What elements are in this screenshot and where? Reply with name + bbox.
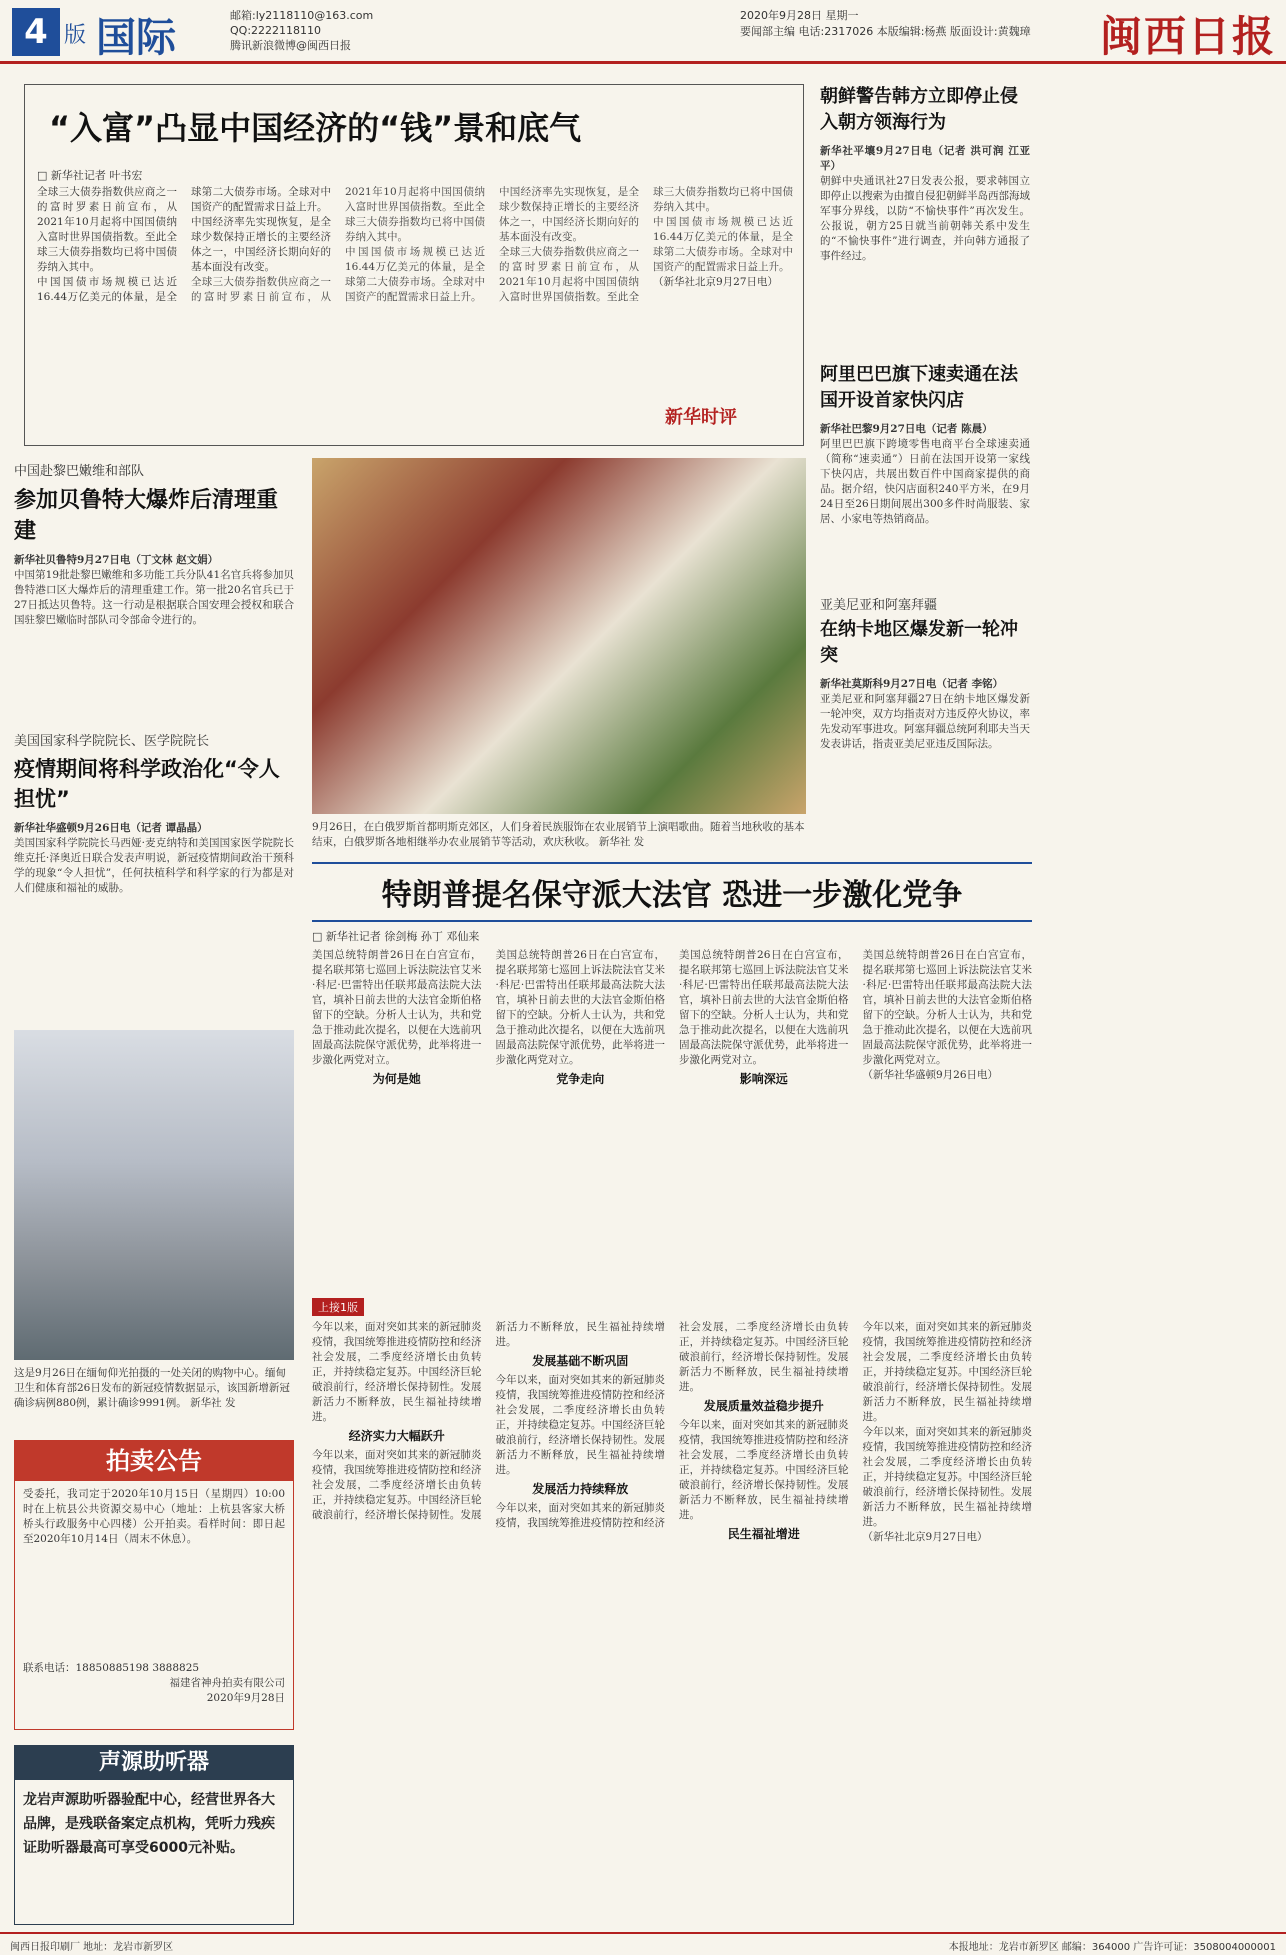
contact-info	[230, 8, 373, 53]
masthead	[0, 0, 1286, 64]
science-body: 美国国家科学院院长马西娅·麦克纳特和美国国家医学院院长维克托·泽奥近日联合发表声明说，新冠疫情期间政治干预科学的现象“令人担忧”，任何扶植科学和科学家的行为都是对人们健康和福祉的威胁。	[14, 837, 294, 894]
trump-subhead: 党争走向	[556, 1072, 605, 1086]
belarus-festival-photo	[312, 458, 806, 814]
continued-article	[312, 1296, 1032, 1926]
page-number: 4	[12, 8, 60, 56]
continued-paragraph: 今年以来，面对突如其来的新冠肺炎疫情，我国统筹推进疫情防控和经济社会发展，二季度经济增长由负转正，并持续稳定复苏。中国经济巨轮破浪前行，经济增长保持韧性。发展新活力不断释放，民生福祉持续增进。	[495, 1374, 665, 1476]
beirut-body: 中国第19批赴黎巴嫩维和多功能工兵分队41名官兵将参加贝鲁特港口区大爆炸后的清理重建工作。第一批20名官兵已于27日抵达贝鲁特。这一行动是根据联合国安理会授权和联合国驻黎巴嫩临时部队司令部命令进行的。	[14, 569, 294, 626]
korea-body: 朝鲜中央通讯社27日发表公报，要求韩国立即停止以搜索为由擅自侵犯朝鲜半岛西部海域军事分界线，以防“不愉快事件”再次发生。公报说，朝方25日就当前朝韩关系中发生的“不愉快事件”进行调查，并向韩方通报了事件经过。	[820, 175, 1030, 262]
continued-paragraph: 今年以来，面对突如其来的新冠肺炎疫情，我国统筹推进疫情防控和经济社会发展，二季度经济增长由负转正，并持续稳定复苏。中国经济巨轮破浪前行，经济增长保持韧性。发展新活力不断释放，民生福祉持续增进。	[495, 1321, 849, 1529]
caption-text: 这是9月26日在缅甸仰光拍摄的一处关闭的购物中心。缅甸卫生和体育部26日发布的新冠疫情数据显示，该国新增新冠确诊病例880例，累计确诊9991例。	[14, 1367, 290, 1409]
continued-paragraph: 今年以来，面对突如其来的新冠肺炎疫情，我国统筹推进疫情防控和经济社会发展，二季度经济增长由负转正，并持续稳定复苏。中国经济巨轮破浪前行，经济增长保持韧性。发展新活力不断释放，民生福祉持续增进。	[679, 1419, 849, 1521]
science-headline[interactable]: 疫情期间将科学政治化“令人担忧”	[14, 757, 280, 811]
caption-credit: 新华社 发	[190, 1397, 236, 1409]
contact-qq: QQ:2222118110	[230, 24, 322, 37]
auction-body: 受委托，我司定于2020年10月15日（星期四）10:00时在上杭县公共资源交易中心（地址：上杭县客家大桥桥头行政服务中心四楼）公开拍卖。看样时间：即日起至2020年10月14日（周末不休息）。	[23, 1488, 285, 1545]
caption-credit: 新华社 发	[598, 836, 645, 848]
continued-dateline: （新华社北京9月27日电）	[862, 1531, 988, 1543]
armenia-kicker: 亚美尼亚和阿塞拜疆	[820, 598, 938, 613]
trump-subhead: 影响深远	[739, 1072, 788, 1086]
continued-subhead: 发展活力持续释放	[532, 1482, 629, 1496]
lead-paragraph: 中国国债市场规模已达近16.44万亿美元的体量，是全球第二大债券市场。全球对中国资产的配置需求日益上升。	[653, 216, 793, 273]
yangon-mall-photo	[14, 1030, 294, 1360]
trump-paragraph: 美国总统特朗普26日在白宫宣布，提名联邦第七巡回上诉法院法官艾米·科尼·巴雷特出任联邦最高法院大法官，填补日前去世的大法官金斯伯格留下的空缺。分析人士认为，共和党急于推动此次提名，以便在大选前巩固最高法院保守派优势，此举将进一步激化两党对立。	[495, 949, 665, 1066]
armenia-article	[820, 594, 1030, 814]
trump-paragraph: 美国总统特朗普26日在白宫宣布，提名联邦第七巡回上诉法院法官艾米·科尼·巴雷特出任联邦最高法院大法官，填补日前去世的大法官金斯伯格留下的空缺。分析人士认为，共和党急于推动此次提名，以便在大选前巩固最高法院保守派优势，此举将进一步激化两党对立。	[862, 949, 1032, 1066]
continued-subhead: 发展质量效益稳步提升	[703, 1399, 824, 1413]
trump-byline: □ 新华社记者 徐剑梅 孙丁 邓仙来	[312, 930, 480, 943]
auction-notice	[14, 1440, 294, 1730]
auction-company: 福建省神舟拍卖有限公司	[169, 1677, 285, 1689]
lead-paragraph: 中国经济率先实现恢复，是全球少数保持正增长的主要经济体之一，中国经济长期向好的基本面没有改变。	[499, 186, 639, 243]
beirut-kicker: 中国赴黎巴嫩维和部队	[14, 464, 145, 479]
trump-paragraph: 美国总统特朗普26日在白宫宣布，提名联邦第七巡回上诉法院法官艾米·科尼·巴雷特出任联邦最高法院大法官，填补日前去世的大法官金斯伯格留下的空缺。分析人士认为，共和党急于推动此次提名，以便在大选前巩固最高法院保守派优势，此举将进一步激化两党对立。	[679, 949, 849, 1066]
science-dateline: 新华社华盛顿9月26日电（记者 谭晶晶）	[14, 822, 208, 834]
trump-body	[312, 948, 1032, 1278]
contact-weibo: 腾讯新浪微博@闽西日报	[230, 39, 351, 52]
auction-title: 拍卖公告	[15, 1441, 293, 1481]
issue-editors: 要闻部主编 电话:2317026 本版编辑:杨燕 版面设计:黄魏璋	[740, 25, 1031, 38]
lead-dateline: （新华社北京9月27日电）	[653, 276, 779, 288]
auction-contact[interactable]: 联系电话：18850885198 3888825	[23, 1662, 200, 1674]
korea-article	[820, 84, 1030, 344]
lead-paragraph: 全球三大债券指数供应商之一的富时罗素日前宣布，从2021年10月起将中国国债纳入富时世界国债指数。至此全球三大债券指数均已将中国债券纳入其中。	[37, 186, 177, 273]
alibaba-article	[820, 362, 1030, 582]
trump-paragraph: 美国总统特朗普26日在白宫宣布，提名联邦第七巡回上诉法院法官艾米·科尼·巴雷特出任联邦最高法院大法官，填补日前去世的大法官金斯伯格留下的空缺。分析人士认为，共和党急于推动此次提名，以便在大选前巩固最高法院保守派优势，此举将进一步激化两党对立。	[312, 949, 482, 1066]
lead-headline[interactable]: “入富”凸显中国经济的“钱”景和底气	[49, 109, 582, 147]
beirut-headline[interactable]: 参加贝鲁特大爆炸后清理重建	[14, 488, 279, 544]
footer-left: 闽西日报印刷厂 地址：龙岩市新罗区	[10, 1942, 174, 1953]
alibaba-dateline: 新华社巴黎9月27日电（记者 陈晨）	[820, 423, 993, 435]
hearing-aid-ad	[14, 1745, 294, 1925]
alibaba-body: 阿里巴巴旗下跨境零售电商平台全球速卖通（简称“速卖通”）日前在法国开设第一家线下快闪店，共展出数百件中国商家提供的商品。据介绍，快闪店面积240平方米，在9月24日至26日期间展出300多件时尚服装、家居、小家电等热销商品。	[820, 438, 1030, 525]
lead-commentary-box	[24, 84, 804, 446]
yangon-photo-caption	[14, 1366, 294, 1411]
auction-date: 2020年9月28日	[206, 1692, 285, 1704]
continued-subhead: 发展基础不断巩固	[532, 1354, 629, 1368]
beirut-article	[14, 460, 294, 716]
armenia-body: 亚美尼亚和阿塞拜疆27日在纳卡地区爆发新一轮冲突，双方均指责对方违反停火协议，率先发动军事进攻。阿塞拜疆总统阿利耶夫当天发表讲话，指责亚美尼亚违反国际法。	[820, 693, 1030, 750]
science-article	[14, 730, 294, 1020]
trump-subhead: 为何是她	[372, 1072, 421, 1086]
page-footer	[0, 1932, 1286, 1955]
section-title: 国际	[96, 15, 176, 61]
contact-email[interactable]: 邮箱:ly2118110@163.com	[230, 9, 374, 22]
armenia-headline[interactable]: 在纳卡地区爆发新一轮冲突	[820, 619, 1018, 666]
continued-body	[312, 1320, 1032, 1920]
hearing-aid-title: 声源助听器	[15, 1746, 293, 1780]
lead-byline: □ 新华社记者 叶书宏	[37, 169, 143, 182]
continued-paragraph: 今年以来，面对突如其来的新冠肺炎疫情，我国统筹推进疫情防控和经济社会发展，二季度经济增长由负转正，并持续稳定复苏。中国经济巨轮破浪前行，经济增长保持韧性。发展新活力不断释放，民生福祉持续增进。	[312, 1321, 482, 1423]
trump-article	[312, 862, 1032, 1286]
page-ban-label: 版	[64, 23, 87, 48]
alibaba-headline[interactable]: 阿里巴巴旗下速卖通在法国开设首家快闪店	[820, 364, 1018, 411]
footer-right: 本报地址：龙岩市新罗区 邮编：364000 广告许可证：3508004000001	[948, 1942, 1276, 1953]
korea-dateline: 新华社平壤9月27日电（记者 洪可润 江亚平）	[820, 145, 1030, 172]
lead-paragraph: 中国国债市场规模已达近16.44万亿美元的体量，是全球第二大债券市场。全球对中国资产的配置需求日益上升。	[345, 246, 485, 303]
korea-headline[interactable]: 朝鲜警告韩方立即停止侵入朝方领海行为	[820, 86, 1018, 133]
continued-subhead: 经济实力大幅跃升	[348, 1429, 445, 1443]
trump-dateline: （新华社华盛顿9月26日电）	[862, 1069, 999, 1081]
hearing-aid-body: 龙岩声源助听器验配中心，经营世界各大品牌，是残联备案定点机构，凭听力残疾证助听器最高可享受6000元补贴。	[23, 1792, 275, 1856]
beirut-dateline: 新华社贝鲁特9月27日电（丁文林 赵文娟）	[14, 554, 219, 566]
lead-paragraph: 全球三大债券指数供应商之一的富时罗素日前宣布，从2021年10月起将中国国债纳入富时世界国债指数。至此全球三大债券指数均已将中国债券纳入其中。	[499, 186, 793, 303]
caption-text: 9月26日，在白俄罗斯首都明斯克郊区，人们身着民族服饰在农业展销节上演唱歌曲。随着当地秋收的基本结束，白俄罗斯各地相继举办农业展销节等活动，欢庆秋收。	[312, 821, 805, 848]
science-kicker: 美国国家科学院院长、医学院院长	[14, 734, 210, 749]
belarus-photo-caption	[312, 820, 806, 850]
issue-info	[740, 8, 1031, 40]
lead-paragraph: 中国经济率先实现恢复，是全球少数保持正增长的主要经济体之一，中国经济长期向好的基本面没有改变。	[191, 216, 331, 273]
continued-paragraph: 今年以来，面对突如其来的新冠肺炎疫情，我国统筹推进疫情防控和经济社会发展，二季度经济增长由负转正，并持续稳定复苏。中国经济巨轮破浪前行，经济增长保持韧性。发展新活力不断释放，民生福祉持续增进。	[312, 1321, 665, 1521]
continued-subhead: 民生福祉增进	[727, 1527, 800, 1541]
lead-paragraph: 全球三大债券指数供应商之一的富时罗素日前宣布，从2021年10月起将中国国债纳入富时世界国债指数。至此全球三大债券指数均已将中国债券纳入其中。	[191, 186, 485, 303]
trump-headline[interactable]: 特朗普提名保守派大法官 恐进一步激化党争	[312, 862, 1032, 922]
issue-date: 2020年9月28日 星期一	[740, 9, 859, 22]
armenia-dateline: 新华社莫斯科9月27日电（记者 李铭）	[820, 678, 1004, 690]
continued-paragraph: 今年以来，面对突如其来的新冠肺炎疫情，我国统筹推进疫情防控和经济社会发展，二季度经济增长由负转正，并持续稳定复苏。中国经济巨轮破浪前行，经济增长保持韧性。发展新活力不断释放，民生福祉持续增进。	[862, 1426, 1032, 1528]
newspaper-logo: 闽西日报	[1100, 12, 1277, 61]
continued-paragraph: 今年以来，面对突如其来的新冠肺炎疫情，我国统筹推进疫情防控和经济社会发展，二季度经济增长由负转正，并持续稳定复苏。中国经济巨轮破浪前行，经济增长保持韧性。发展新活力不断释放，民生福祉持续增进。	[862, 1321, 1032, 1423]
commentary-badge: 新华时评	[665, 407, 737, 428]
continued-tag: 上接1版	[312, 1298, 364, 1316]
lead-paragraph: 中国国债市场规模已达近16.44万亿美元的体量，是全球第二大债券市场。全球对中国资产的配置需求日益上升。	[37, 186, 331, 303]
